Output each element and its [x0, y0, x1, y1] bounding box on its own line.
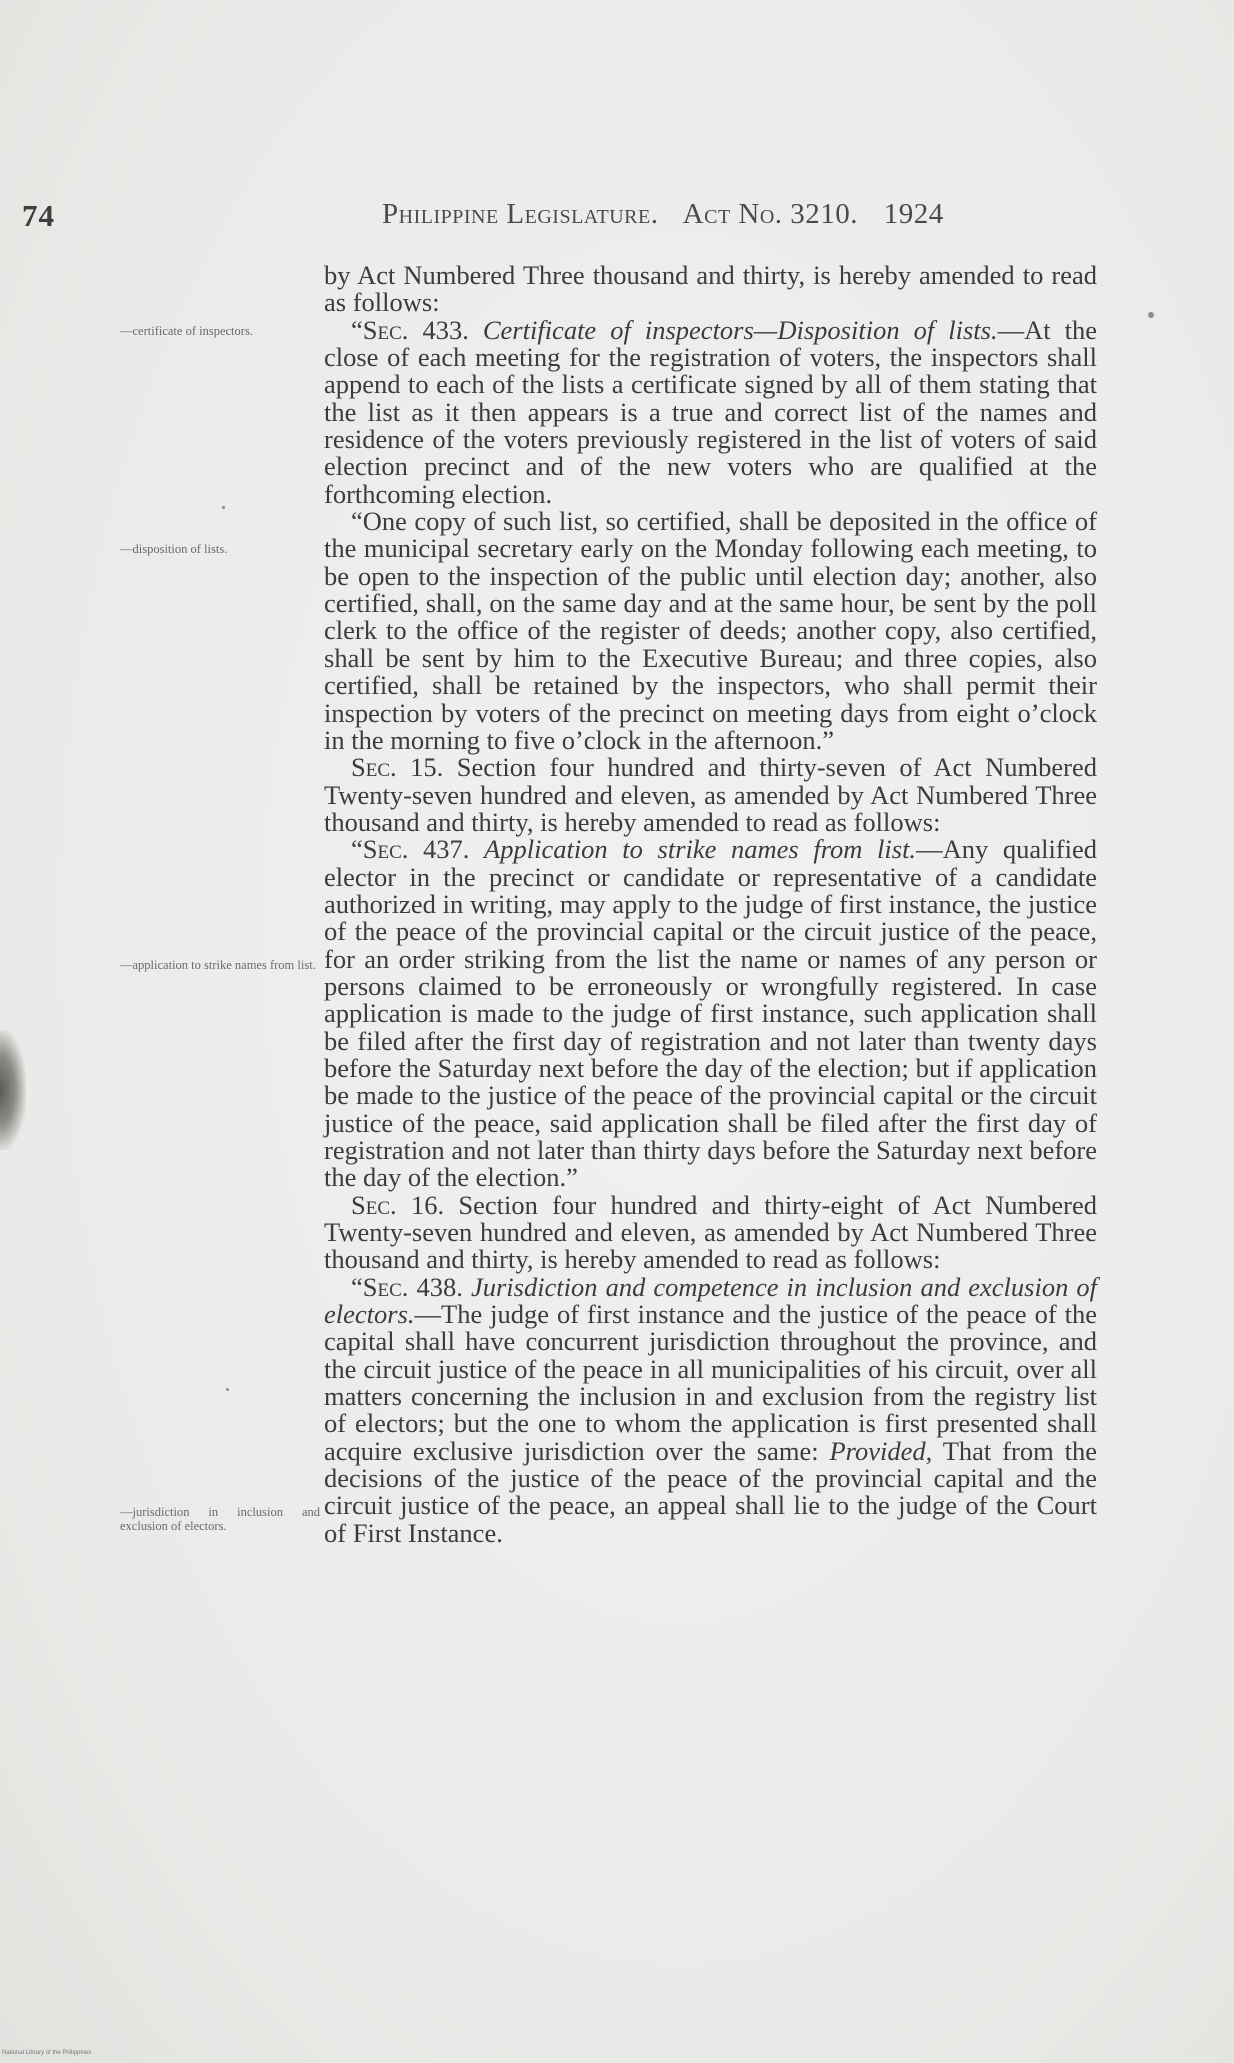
page-number: 74	[22, 198, 55, 233]
text-run: 437.	[408, 834, 485, 865]
margin-note-disposition: —disposition of lists.	[120, 542, 228, 556]
text-run: 16. Section four hundred and thirty-eight of Act Numbered Twenty-seven hundred and eleven, as amended by Act Numbered Three thousand and thirty, is hereby amended to read as follows:	[324, 1189, 1097, 1275]
margin-note-certificate: —certificate of inspectors.	[120, 324, 253, 338]
margin-note-jurisdiction: —jurisdiction in inclusion and exclusion of electors.	[120, 1505, 320, 1533]
text-run: —The judge of first instance and the justice of the peace of the capital shall have concurrent jurisdiction throughout the province, and the circuit justice of the peace in all municipalities of his circuit, over all matters concerning the inclusion in and exclusion from the registry list of electors; but the one to whom the application is first presented shall acquire exclusive jurisdiction over the same:	[324, 1299, 1097, 1466]
italic-run: Application to strike names from list.	[484, 834, 917, 865]
paragraph	[324, 508, 1097, 754]
paragraph	[324, 754, 1097, 836]
italic-run: Jurisdiction and competence in inclusion and exclusion of electors.	[324, 1271, 1098, 1330]
text-run: “	[351, 834, 363, 865]
running-head-act: Act No. 3210.	[682, 198, 859, 230]
italic-run: Certificate of inspectors—Disposition of lists.	[482, 314, 998, 345]
paragraph	[324, 314, 1097, 509]
small-caps-run: Sec.	[362, 314, 409, 345]
text-run: —At the close of each meeting for the registration of voters, the inspectors shall append to each of the lists a certificate signed by all of them stating that the list as it then appears is a true and correct list of the names and residence of the voters previously registered in the list of voters of said election precinct and of the new voters who are qualified at the forthcoming election.	[324, 314, 1097, 509]
text-run: 15. Section four hundred and thirty-seven of Act Numbered Twenty-seven hundred and eleven, as amended by Act Numbered Three thousand and thirty, is hereby amended to read as follows:	[324, 752, 1097, 837]
running-head-title: Philippine Legislature.	[382, 198, 659, 230]
text-run: “One copy of such list, so certified, shall be deposited in the office of the municipal secretary early on the Monday following each meeting, to be open to the inspection of the public until election day; another, also certified, shall, on the same day and at the same hour, be sent by the poll clerk to the office of the register of deeds; another copy, also certified, shall be sent by him to the Executive Bureau; and three copies, also certified, shall be retained by the inspectors, who shall permit their inspection by voters of the precinct on meeting days from eight o’clock in the morning to five o’clock in the afternoon.”	[324, 506, 1097, 755]
text-run: “	[351, 1271, 363, 1302]
margin-note-strike-names: —application to strike names from list.	[120, 958, 316, 972]
scan-speck	[1148, 312, 1154, 318]
small-caps-run: Sec.	[351, 752, 397, 783]
paragraph	[324, 1271, 1098, 1548]
small-caps-run: Sec.	[362, 834, 409, 865]
scan-speck	[222, 506, 225, 509]
footer-credit: National Library of the Philippines	[2, 2050, 92, 2056]
small-caps-run: Sec.	[351, 1189, 397, 1220]
page-edge-shadow	[0, 1030, 26, 1150]
running-head	[382, 198, 962, 231]
small-caps-run: Sec.	[362, 1271, 409, 1302]
paragraph	[324, 262, 1097, 317]
running-head-year: 1924	[883, 198, 944, 230]
paragraph	[324, 836, 1097, 1191]
paragraph	[324, 1189, 1097, 1275]
scan-speck	[226, 1388, 229, 1391]
text-run: That from the decisions of the justice of the peace of the provincial capital and the circuit justice of the peace, an appeal shall lie to the judge of the Court of First Instance.	[324, 1435, 1097, 1548]
italic-run: Provided,	[829, 1435, 933, 1466]
text-run: 433.	[408, 314, 483, 345]
text-run: by Act Numbered Three thousand and thirty, is hereby amended to read as follows:	[324, 260, 1097, 318]
text-run: 438.	[408, 1271, 471, 1302]
text-run: “	[351, 314, 363, 345]
text-run: —Any qualified elector in the precinct or candidate or representative of a candidate authorized in writing, may apply to the judge of first instance, the justice of the peace of the provincial capital or the circuit justice of the peace, for an order striking from the list the name or names of any person or persons claimed to be erroneously or wrongfully registered. In case application is made to the judge of first instance, such application shall be filed after the first day of registration and not later than twenty days before the Saturday next before the day of the election; but if application be made to the justice of the peace of the provincial capital or the circuit justice of the peace, said application shall be filed after the first day of registration and not later than thirty days before the Saturday next before the day of the election.”	[324, 834, 1097, 1193]
body-text	[324, 262, 1097, 1547]
